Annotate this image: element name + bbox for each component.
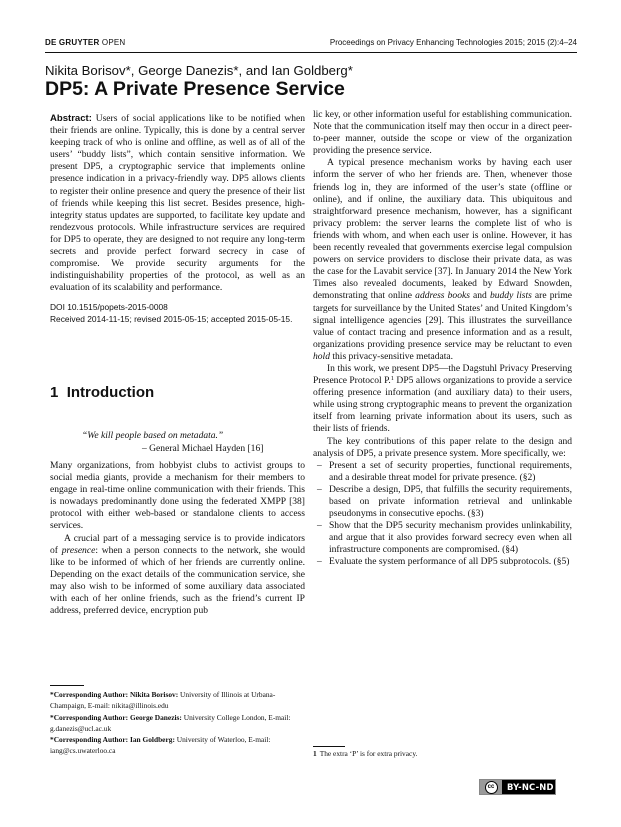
list-item xyxy=(313,520,572,556)
bullet-dash: – xyxy=(317,520,322,532)
section-number: 1 xyxy=(50,384,59,401)
contributions-list xyxy=(313,460,572,569)
text-run: : when a person connects to the network, she would like to be informed of which of her friends are currently online. Depending on the exact details of the communication service, she may also wish to be informed of some auxiliary data associated with each of her online friends, such as the friend’s current IP address, preferred device, encryption pub xyxy=(50,544,305,617)
publisher-light: OPEN xyxy=(101,38,126,47)
author-label: *Corresponding Author: George Danezis: xyxy=(50,712,182,722)
license-label: BY-NC-ND xyxy=(507,782,554,792)
intro-paragraph-6: The key contributions of this paper relate to the design and analysis of DP5, a private presence system. More specifically, we: xyxy=(313,435,572,459)
intro-paragraph-2 xyxy=(50,533,305,618)
author-affiliation: University of Illinois at Urbana-Champaign, E-mail: nikita@illinois.edu xyxy=(50,690,276,711)
intro-paragraph-3: lic key, or other information useful for establishing communication. Note that the communication itself may then occur in a direct peer-to-peer manner, outside the scope or view of the organization providing the presence service. xyxy=(313,109,572,157)
abstract-label: Abstract: xyxy=(50,113,92,124)
intro-paragraph-5 xyxy=(313,363,572,436)
intro-left-text xyxy=(50,460,305,617)
text-run: this privacy-sensitive metadata. xyxy=(329,350,453,362)
text-run: are prime targets for surveillance by the United States’ and United Kingdom’s signal intelligence agencies [29]. This illustrates the surveillance value of contact tracing and presence information and as a result, organizations providing presence service may be reluctant to even xyxy=(313,290,572,350)
header-rule xyxy=(45,52,577,53)
epigraph xyxy=(50,430,305,455)
footnote-number: 1 xyxy=(313,749,317,758)
publisher-name xyxy=(45,38,125,47)
license-badge[interactable] xyxy=(479,779,556,795)
list-item xyxy=(313,484,572,520)
emphasis: buddy lists xyxy=(489,290,532,302)
paper-title: DP5: A Private Presence Service xyxy=(45,78,345,100)
right-column xyxy=(313,109,572,569)
footnote-rule xyxy=(313,746,345,747)
list-item-text: Present a set of security properties, functional requirements, and a desirable threat model for private presence. (§2) xyxy=(329,459,572,483)
publisher-bold: DE GRUYTER xyxy=(45,38,100,47)
intro-paragraph-1: Many organizations, from hobbyist clubs to activist groups to social media giants, provide a mechanism for their members to engage in real-time online communication with their friends. This is nowadays predominantly done using the federated XMPP [38] protocol with either web-based or standalone clients to access services. xyxy=(50,460,305,532)
text-run: In this work, we present DP5—the Dagstuhl Privacy Preserving Presence Protocol P. xyxy=(313,362,572,387)
text-run: DP5 allows organizations to provide a service offering presence information (and auxiliary data) to their users, while using strong cryptographic means to prevent the organization itself from learning private information about its users, such as their lists of friends. xyxy=(313,375,572,435)
bullet-dash: – xyxy=(317,459,322,471)
emphasis: address books xyxy=(415,290,470,302)
text-run: A crucial part of a messaging service is to provide indicators of xyxy=(50,532,305,556)
emphasis: hold xyxy=(313,350,330,362)
author-affiliation: University of Waterloo, E-mail: iang@cs.uwaterloo.ca xyxy=(50,735,271,756)
author-label: *Corresponding Author: Ian Goldberg: xyxy=(50,735,175,745)
list-item xyxy=(313,556,572,568)
bullet-dash: – xyxy=(317,556,322,568)
section-heading xyxy=(50,384,154,401)
abstract-text: Users of social applications like to be notified when their friends are online. Typically, this is done by a central server keeping track of who is online and offline, as well as of all of the users’ “buddy lists”, which contain sensitive information. We present DP5, a cryptographic service that implements online presence indication in a privacy-friendly way. DP5 allows clients to register their online presence and query the presence of their list of friends while keeping this list secret. Besides presence, high-integrity status updates are supported, to facilitate key update and rendezvous protocols. While infrastructure services are required for DP5 to operate, they are designed to not require any long-term secrets and provide perfect forward secrecy in case of compromise. We provide security arguments for the indistinguishability properties of the protocol, as well as an evaluation of its scalability and performance. xyxy=(50,113,305,294)
author-list: Nikita Borisov*, George Danezis*, and Ian Goldberg* xyxy=(45,63,353,78)
corresponding-author xyxy=(50,734,310,757)
author-affiliation: University College London, E-mail: g.danezis@ucl.ac.uk xyxy=(50,712,291,733)
footnote-rule xyxy=(50,685,84,686)
corresponding-authors xyxy=(50,689,310,757)
text-run: and xyxy=(469,290,490,302)
corresponding-author xyxy=(50,712,310,735)
list-item xyxy=(313,460,572,484)
creative-commons-icon: cc xyxy=(485,781,498,794)
intro-paragraph-4 xyxy=(313,157,572,363)
received-dates: Received 2014-11-15; revised 2015-05-15; accepted 2015-05-15. xyxy=(50,314,293,325)
text-run: A typical presence mechanism works by having each user inform the server of who her friends are. Then, whenever those friends log in, they are informed of the user’s state (offline or online), and if online, the auxiliary data. This ubiquitous and straightforward presence mechanism, however, has a significant privacy problem: the server learns the complete list of who is friends with whom, and when each user is online. However, it has been recently revealed that governments exercise legal compulsion powers on service providers to disclose their private data, as was the case for the Lavabit service [37]. In January 2014 the New York Times also revealed documents, leaked by Edward Snowden, demonstrating that online xyxy=(313,157,572,302)
list-item-text: Evaluate the system performance of all DP5 subprotocols. (§5) xyxy=(329,556,570,568)
epigraph-attribution: – General Michael Hayden [16] xyxy=(142,442,264,454)
list-item-text: Describe a design, DP5, that fulfills the security requirements, based on private information retrieval and unlinkable pseudonyms in consecutive epochs. (§3) xyxy=(329,483,572,520)
cc-box xyxy=(480,780,502,794)
running-header xyxy=(45,38,577,52)
abstract-block xyxy=(50,113,305,325)
abstract xyxy=(50,113,305,294)
footnote-text: The extra ‘P’ is for extra privacy. xyxy=(319,749,418,758)
emphasis: presence xyxy=(61,544,96,556)
footnote-marker[interactable]: 1 xyxy=(390,375,395,383)
author-label: *Corresponding Author: Nikita Borisov: xyxy=(50,690,179,699)
journal-citation: Proceedings on Privacy Enhancing Technologies 2015; 2015 (2):4–24 xyxy=(329,38,577,47)
doi: DOI 10.1515/popets-2015-0008 xyxy=(50,302,168,313)
corresponding-author xyxy=(50,689,310,712)
section-title: Introduction xyxy=(66,384,155,401)
list-item-text: Show that the DP5 security mechanism provides unlinkability, and argue that it also provides forward secrecy even when all infrastructure components are compromised. (§4) xyxy=(329,520,572,556)
footnote xyxy=(313,749,417,758)
bullet-dash: – xyxy=(317,483,322,495)
epigraph-quote: “We kill people based on metadata.” xyxy=(82,430,224,441)
